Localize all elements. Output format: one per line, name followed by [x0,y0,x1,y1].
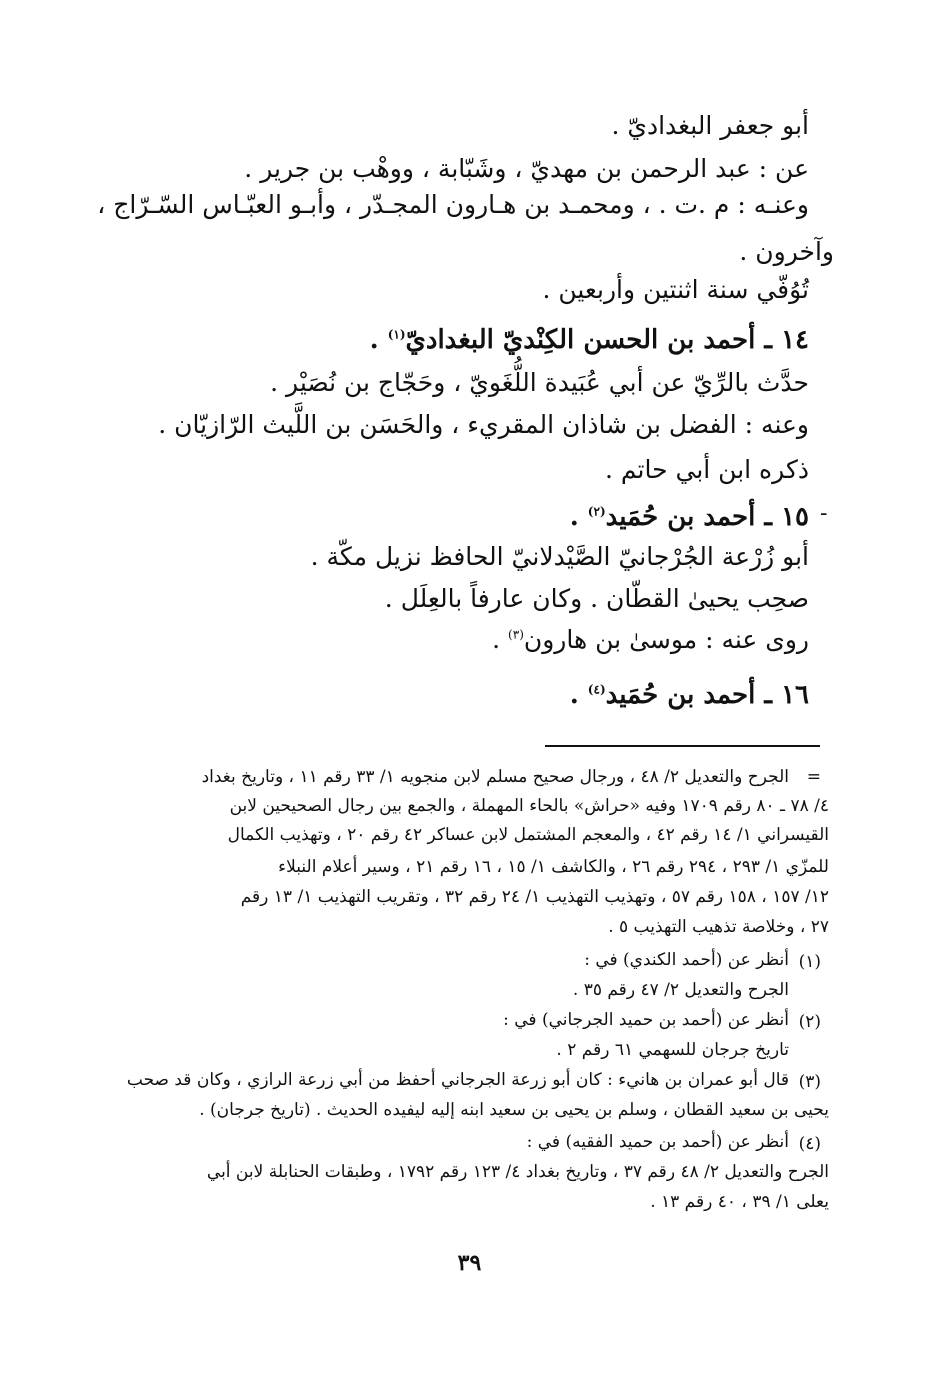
text-line: حدَّث بالرِّيّ عن أبي عُبَيدة اللُّغَويّ ، وحَجّاج بن نُصَيْر . [270,368,809,397]
entry-16-heading: ١٦ ـ أحمد بن حُمَيد$^{(٤)}$ . [569,680,809,710]
text-line: وعنه : الفضل بن شاذان المقريء ، والحَسَن بن اللَّيث الرّازيّان . [158,410,809,439]
footnote-line: أنظر عن (أحمد الكندي) في : [584,950,789,970]
footnote-ref: (٤) [587,682,606,697]
footnote-line: للمزّي ١/ ٢٩٣ ، ٢٩٤ رقم ٢٦ ، والكاشف ١/ ١٥ ، ١٦ رقم ٢١ ، وسير أعلام النبلاء [278,857,829,877]
footnote-line: القيسراني ١/ ١٤ رقم ٤٢ ، والمعجم المشتمل لابن عساكر ٤٢ رقم ٢٠ ، وتهذيب الكمال [227,825,829,845]
footnote-line: ٢٧ ، وخلاصة تذهيب التهذيب ٥ . [608,917,829,937]
text-line: وآخرون . [739,237,834,266]
footnote-number: (٣) [798,1072,821,1092]
footnote-number: (٢) [798,1012,821,1032]
text-line: روى عنه : موسىٰ بن هارون$^{(٣)}$ . [492,625,809,654]
text-line: تُوُفّي سنة اثنتين وأربعين . [542,275,809,304]
footnote-line: الجرح والتعديل ٢/ ٤٨ رقم ٣٧ ، وتاريخ بغداد ٤/ ١٢٣ رقم ١٧٩٢ ، وطبقات الحنابلة لابن أبي [206,1162,829,1182]
footnote-ref: (١) [387,327,406,342]
footnote-ref: (٣) [508,627,524,642]
footnote-line: يعلى ١/ ٣٩ ، ٤٠ رقم ١٣ . [650,1192,829,1212]
margin-dash: - [820,501,828,526]
entry-14-heading: ١٤ ـ أحمد بن الحسن الكِنْديّ البغداديّ$^{(١)}$ . [369,325,809,355]
text-line: وعنـه : م .ت . ، ومحمـد بن هـارون المجـدّر ، وأبـو العبّـاس السّـرّاج ، [97,190,809,219]
entry-title: ١٤ ـ أحمد بن الحسن الكِنْديّ البغداديّ [405,325,809,355]
footnote-number: (٤) [798,1134,821,1154]
entry-title: ١٦ ـ أحمد بن حُمَيد [605,680,809,710]
footnote-line: قال أبو عمران بن هانيء : كان أبو زرعة الجرجاني أحفظ من أبي زرعة الرازي ، وكان قد صحب [126,1070,789,1090]
text-line: أبو جعفر البغداديّ . [611,111,809,140]
footnote-line: أنظر عن (أحمد بن حميد الجرجاني) في : [503,1010,789,1030]
text-line: صحِب يحيىٰ القطّان . وكان عارفاً بالعِلَل . [384,584,809,613]
footnote-line: ٤/ ٧٨ ـ ٨٠ رقم ١٧٠٩ وفيه «حراش» بالحاء المهملة ، والجمع بين رجال الصحيحين لابن [229,796,829,816]
footnote-line: الجرح والتعديل ٢/ ٤٨ ، ورجال صحيح مسلم لابن منجويه ١/ ٣٣ رقم ١١ ، وتاريخ بغداد [201,767,789,787]
footnote-number: (١) [798,952,821,972]
entry-15-heading: ١٥ ـ أحمد بن حُمَيد$^{(٢)}$ . [569,502,809,532]
footnote-ref: (٢) [587,504,606,519]
footnote-line: ١٢/ ١٥٧ ، ١٥٨ رقم ٥٧ ، وتهذيب التهذيب ١/ ٢٤ رقم ٣٢ ، وتقريب التهذيب ١/ ١٣ رقم [240,887,829,907]
footnote-line: أنظر عن (أحمد بن حميد الفقيه) في : [526,1132,789,1152]
footnote-separator [545,745,820,747]
footnote-line: تاريخ جرجان للسهمي ٦١ رقم ٢ . [556,1040,789,1060]
text-line: أبو زُرْعة الجُرْجانيّ الصَّيْدلانيّ الحافظ نزيل مكّة . [310,542,809,571]
footnote-line: الجرح والتعديل ٢/ ٤٧ رقم ٣٥ . [572,980,789,1000]
footnote-line: يحيى بن سعيد القطان ، وسلم بن يحيى بن سعيد ابنه إليه ليفيده الحديث . (تاريخ جرجان) . [199,1100,829,1120]
text-line: عن : عبد الرحمن بن مهديّ ، وشَبّابة ، ووهْب بن جرير . [244,154,809,183]
footnote-continuation-marker: = [806,767,821,787]
text-line: ذكره ابن أبي حاتم . [604,455,809,484]
page-number: ٣٩ [457,1250,482,1276]
entry-title: ١٥ ـ أحمد بن حُمَيد [605,502,809,532]
